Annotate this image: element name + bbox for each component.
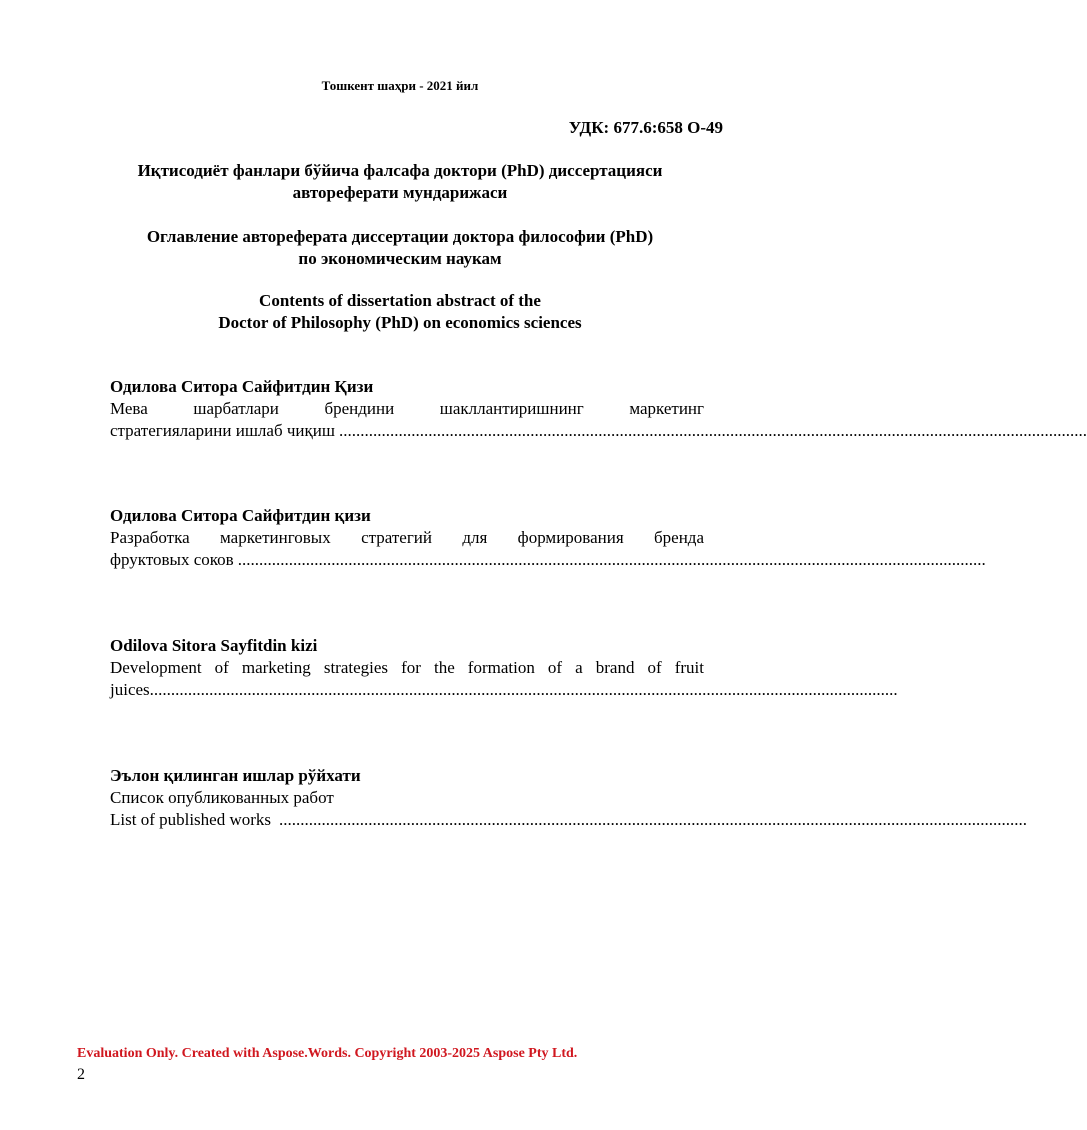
toc-entry-author: Odilova Sitora Sayfitdin kizi: [110, 636, 318, 655]
heading-russian-line1: Оглавление автореферата диссертации доктора философии (PhD): [146, 227, 654, 246]
toc-entry-publications: [110, 765, 1028, 831]
evaluation-notice: Evaluation Only. Created with Aspose.Words. Copyright 2003-2025 Aspose Pty Ltd.: [77, 1046, 578, 1061]
toc-entry-title-line2-row: [110, 420, 1087, 442]
toc-entry-english: [110, 635, 898, 701]
heading-uzbek-line2: автореферати мундарижаси: [292, 183, 508, 202]
city-year-line: Тошкент шаҳри - 2021 йил: [321, 78, 479, 93]
toc-entry-uzbek: [110, 376, 1087, 442]
heading-english-line1: Contents of dissertation abstract of the: [259, 291, 541, 310]
dot-leader: ................................................................................................................................................................................: [149, 680, 898, 699]
heading-uzbek: [0, 160, 800, 204]
toc-entry-author: Одилова Ситора Сайфитдин Қизи: [110, 377, 374, 396]
toc-entry-title-line1: Мева шарбатлари брендини шакллантиришнинг маркетинг: [110, 399, 704, 418]
dot-leader: ................................................................................................................................................................................: [338, 421, 1087, 440]
heading-english-line2: Doctor of Philosophy (PhD) on economics sciences: [218, 313, 582, 332]
dot-leader: ................................................................................................................................................................................: [279, 810, 1028, 829]
heading-uzbek-line1: Иқтисодиёт фанлари бўйича фалсафа доктори (PhD) диссертацияси: [137, 161, 663, 180]
dot-leader: ................................................................................................................................................................................: [237, 550, 986, 569]
udk-code: УДК: 677.6:658 О-49: [568, 118, 723, 137]
toc-entry-author: Эълон қилинган ишлар рўйхати: [110, 766, 361, 785]
heading-english: [0, 290, 800, 334]
toc-entry-title-line1: Development of marketing strategies for the formation of a brand of fruit: [110, 658, 704, 677]
toc-entry-title-line1: Список опубликованных работ: [110, 788, 334, 807]
page-number: 2: [77, 1066, 85, 1083]
heading-russian: [0, 226, 800, 270]
toc-entry-author: Одилова Ситора Сайфитдин қизи: [110, 506, 371, 525]
toc-entry-title-line1: Разработка маркетинговых стратегий для формирования бренда: [110, 528, 704, 547]
heading-russian-line2: по экономическим наукам: [298, 249, 502, 268]
toc-entry-russian: [110, 505, 986, 571]
toc-entry-title-line2: List of published works: [110, 810, 272, 829]
toc-entry-title-line2: стратегияларини ишлаб чиқиш: [110, 421, 335, 440]
toc-entry-title-line2: juices: [110, 680, 150, 699]
toc-entry-title-line2-row: [110, 809, 1028, 831]
toc-entry-title-line2: фруктовых соков: [110, 550, 234, 569]
toc-entry-title-line2-row: [110, 679, 898, 701]
toc-entry-title-line2-row: [110, 549, 986, 571]
